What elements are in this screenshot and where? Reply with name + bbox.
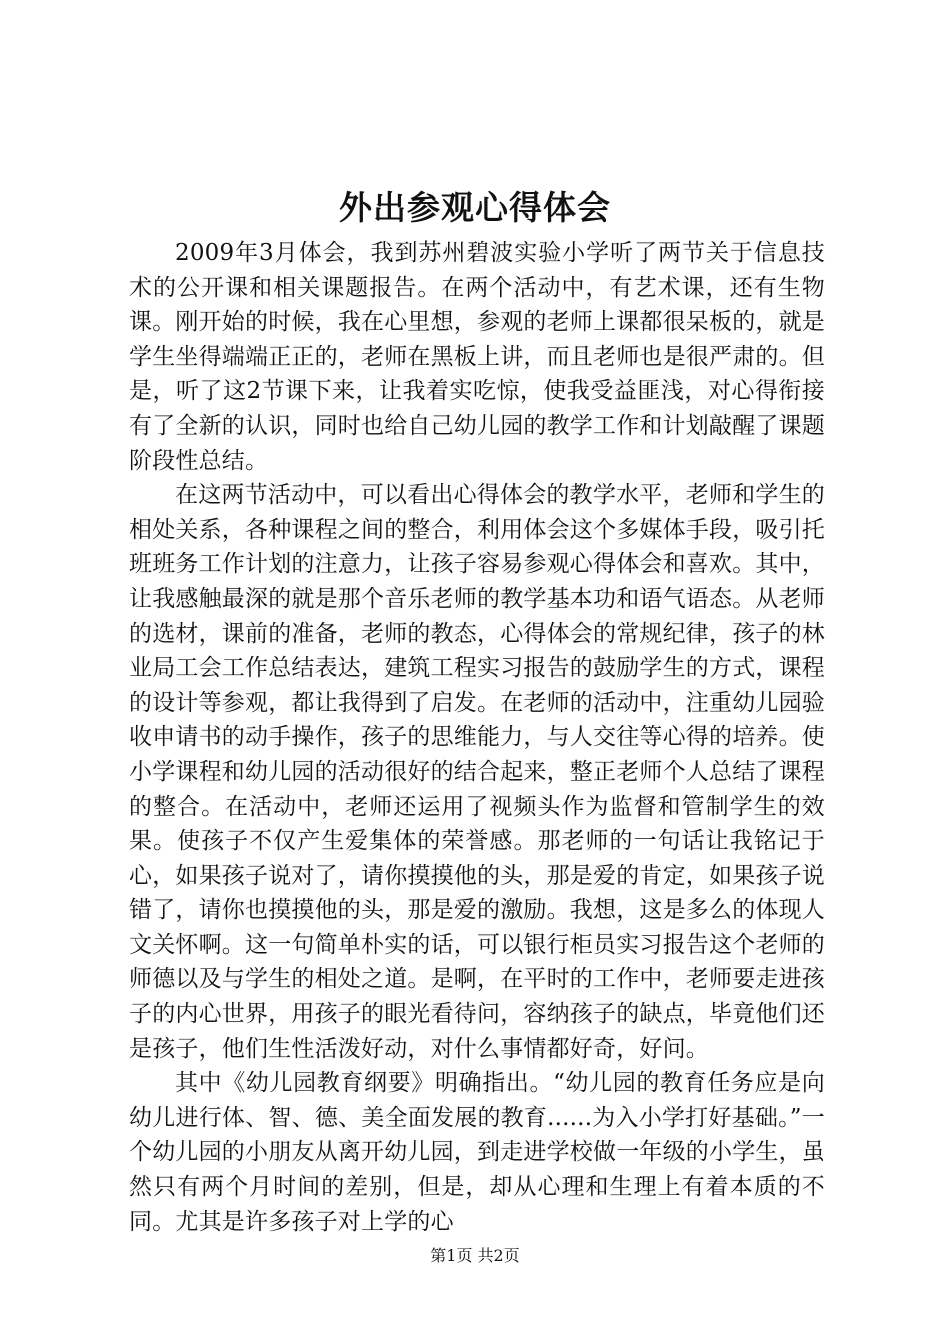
paragraph: 在这两节活动中，可以看出心得体会的教学水平，老师和学生的相处关系，各种课程之间的整合，利用体会这个多媒体手段，吸引托班班务工作计划的注意力，让孩子容易参观心得体会和喜欢。其中，让我感触最深的就是那个音乐老师的教学基本功和语气语态。从老师的选材，课前的准备，老师的教态，心得体会的常规纪律，孩子的林业局工会工作总结表达，建筑工程实习报告的鼓励学生的方式，课程的设计等参观，都让我得到了启发。在老师的活动中，注重幼儿园验收申请书的动手操作，孩子的思维能力，与人交往等心得的培养。使小学课程和幼儿园的活动很好的结合起来，整正老师个人总结了课程的整合。在活动中，老师还运用了视频头作为监督和管制学生的效果。使孩子不仅产生爱集体的荣誉感。那老师的一句话让我铭记于心，如果孩子说对了，请你摸摸他的头，那是爱的肯定，如果孩子说错了，请你也摸摸他的头，那是爱的激励。我想，这是多么的体现人文关怀啊。这一句简单朴实的话，可以银行柜员实习报告这个老师的师德以及与学生的相处之道。是啊，在平时的工作中，老师要走进孩子的内心世界，用孩子的眼光看待问，容纳孩子的缺点，毕竟他们还是孩子，他们生性活泼好动，对什么事情都好奇，好问。: [129, 482, 825, 1062]
document-title: 外出参观心得体会: [339, 188, 611, 227]
paragraph: 其中《幼儿园教育纲要》明确指出。“幼儿园的教育任务应是向幼儿进行体、智、德、美全面发展的教育......为入小学打好基础。”一个幼儿园的小朋友从离开幼儿园，到走进学校做一年级的小学生，虽然只有两个月时间的差别，但是，却从心理和生理上有着本质的不同。尤其是许多孩子对上学的心: [129, 1070, 825, 1235]
page-footer: 第1页 共2页: [430, 1246, 520, 1265]
paragraph: 2009年3月体会，我到苏州碧波实验小学听了两节关于信息技术的公开课和相关课题报告。在两个活动中，有艺术课，还有生物课。刚开始的时候，我在心里想，参观的老师上课都很呆板的，就是学生坐得端端正正的，老师在黑板上讲，而且老师也是很严肃的。但是，听了这2节课下来，让我着实吃惊，使我受益匪浅，对心得衔接有了全新的认识，同时也给自己幼儿园的教学工作和计划敲醒了课题阶段性总结。: [129, 240, 825, 474]
document-body: [129, 236, 825, 1239]
